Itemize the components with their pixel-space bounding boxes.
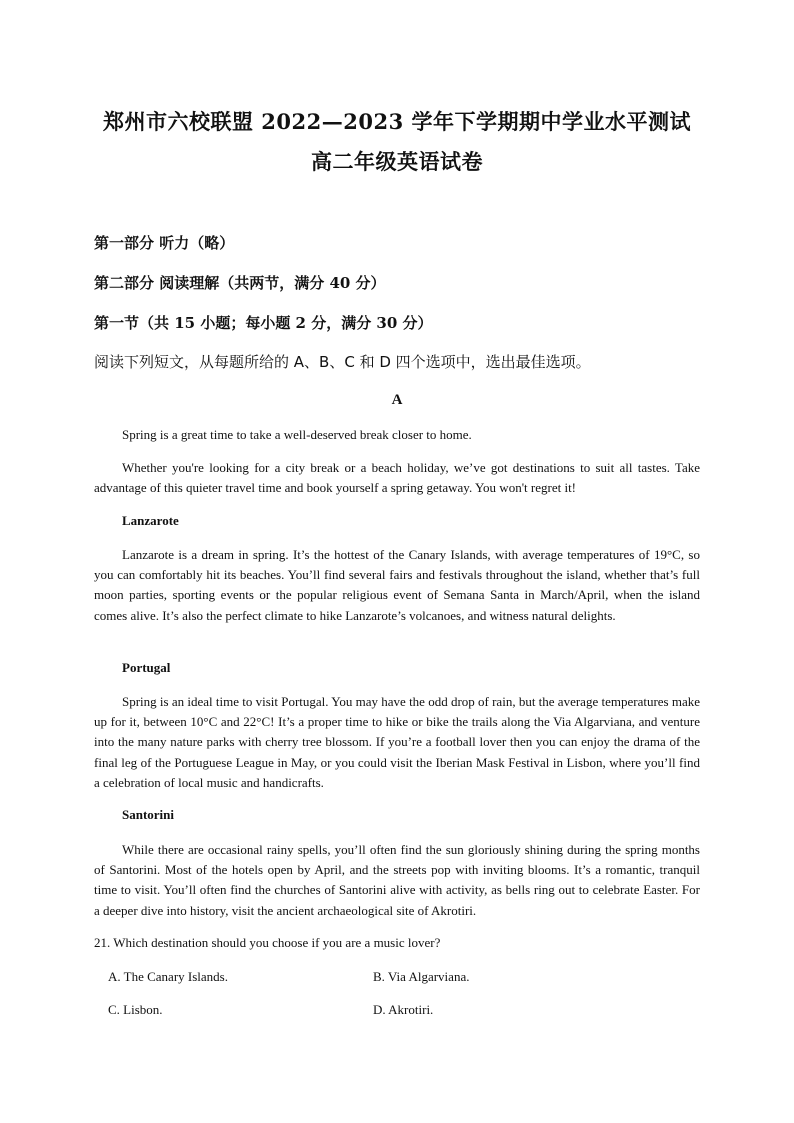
lanzarote-heading: Lanzarote (122, 513, 179, 528)
portugal-heading: Portugal (122, 660, 171, 675)
passage-intro-2: Whether you're looking for a city break or a beach holiday, we’ve got destinations to suit all tastes. Take advantage of this quieter travel time and book yourself a spring getaway. You won't regret it! (94, 460, 700, 496)
question-21-stem: 21. Which destination should you choose if you are a music lover? (94, 935, 441, 950)
exam-subtitle: 高二年级英语试卷 (311, 149, 483, 174)
option-d: D. Akrotiri. (373, 1002, 434, 1017)
part1-heading: 第一部分 听力（略） (94, 234, 235, 252)
portugal-paragraph: Spring is an ideal time to visit Portugal. You may have the odd drop of rain, but the average temperatures make up for it, between 10°C and 22°C! It’s a proper time to hike or bike the trails along the Via Algarviana, and venture into the many nature parks with cherry tree blossom. If you’re a football lover then you can enjoy the drama of the final leg of the Portuguese League in May, or you could visit the Iberian Mask Festival in Lisbon, where you’ll find a celebration of local music and handicrafts. (94, 694, 701, 790)
instruction-text: 阅读下列短文，从每题所给的 A、B、C 和 D 四个选项中，选出最佳选项。 (94, 353, 591, 371)
part2-heading: 第二部分 阅读理解（共两节，满分 40 分） (94, 274, 386, 292)
option-a: A. The Canary Islands. (108, 969, 228, 984)
passage-label: A (391, 392, 403, 408)
option-b: B. Via Algarviana. (373, 969, 470, 984)
passage-intro-1: Spring is a great time to take a well-deserved break closer to home. (122, 427, 472, 442)
option-c: C. Lisbon. (108, 1002, 163, 1017)
santorini-heading: Santorini (122, 807, 175, 822)
santorini-paragraph: While there are occasional rainy spells, you’ll often find the sun gloriously shining during the spring months of Santorini. Most of the hotels open by April, and the streets pop with inviting blooms. It’s a romantic, tranquil time to visit. You’ll often find the churches of Santorini alive with activity, as bells ring out to celebrate Easter. For a deeper dive into history, visit the ancient archaeological site of Akrotiri. (94, 842, 700, 918)
lanzarote-paragraph: Lanzarote is a dream in spring. It’s the hottest of the Canary Islands, with average temperatures of 19°C, so you can comfortably hit its beaches. You’ll find several fairs and festivals throughout the island, whether that’s full moon parties, sporting events or the popular religious event of Semana Santa in March/April, when the island comes alive. It’s also the perfect climate to hike Lanzarote’s volcanoes, and witness natural delights. (94, 547, 700, 623)
section1-heading: 第一节（共 15 小题；每小题 2 分，满分 30 分） (94, 314, 433, 332)
exam-title: 郑州市六校联盟 2022—2023 学年下学期期中学业水平测试 (102, 109, 691, 134)
